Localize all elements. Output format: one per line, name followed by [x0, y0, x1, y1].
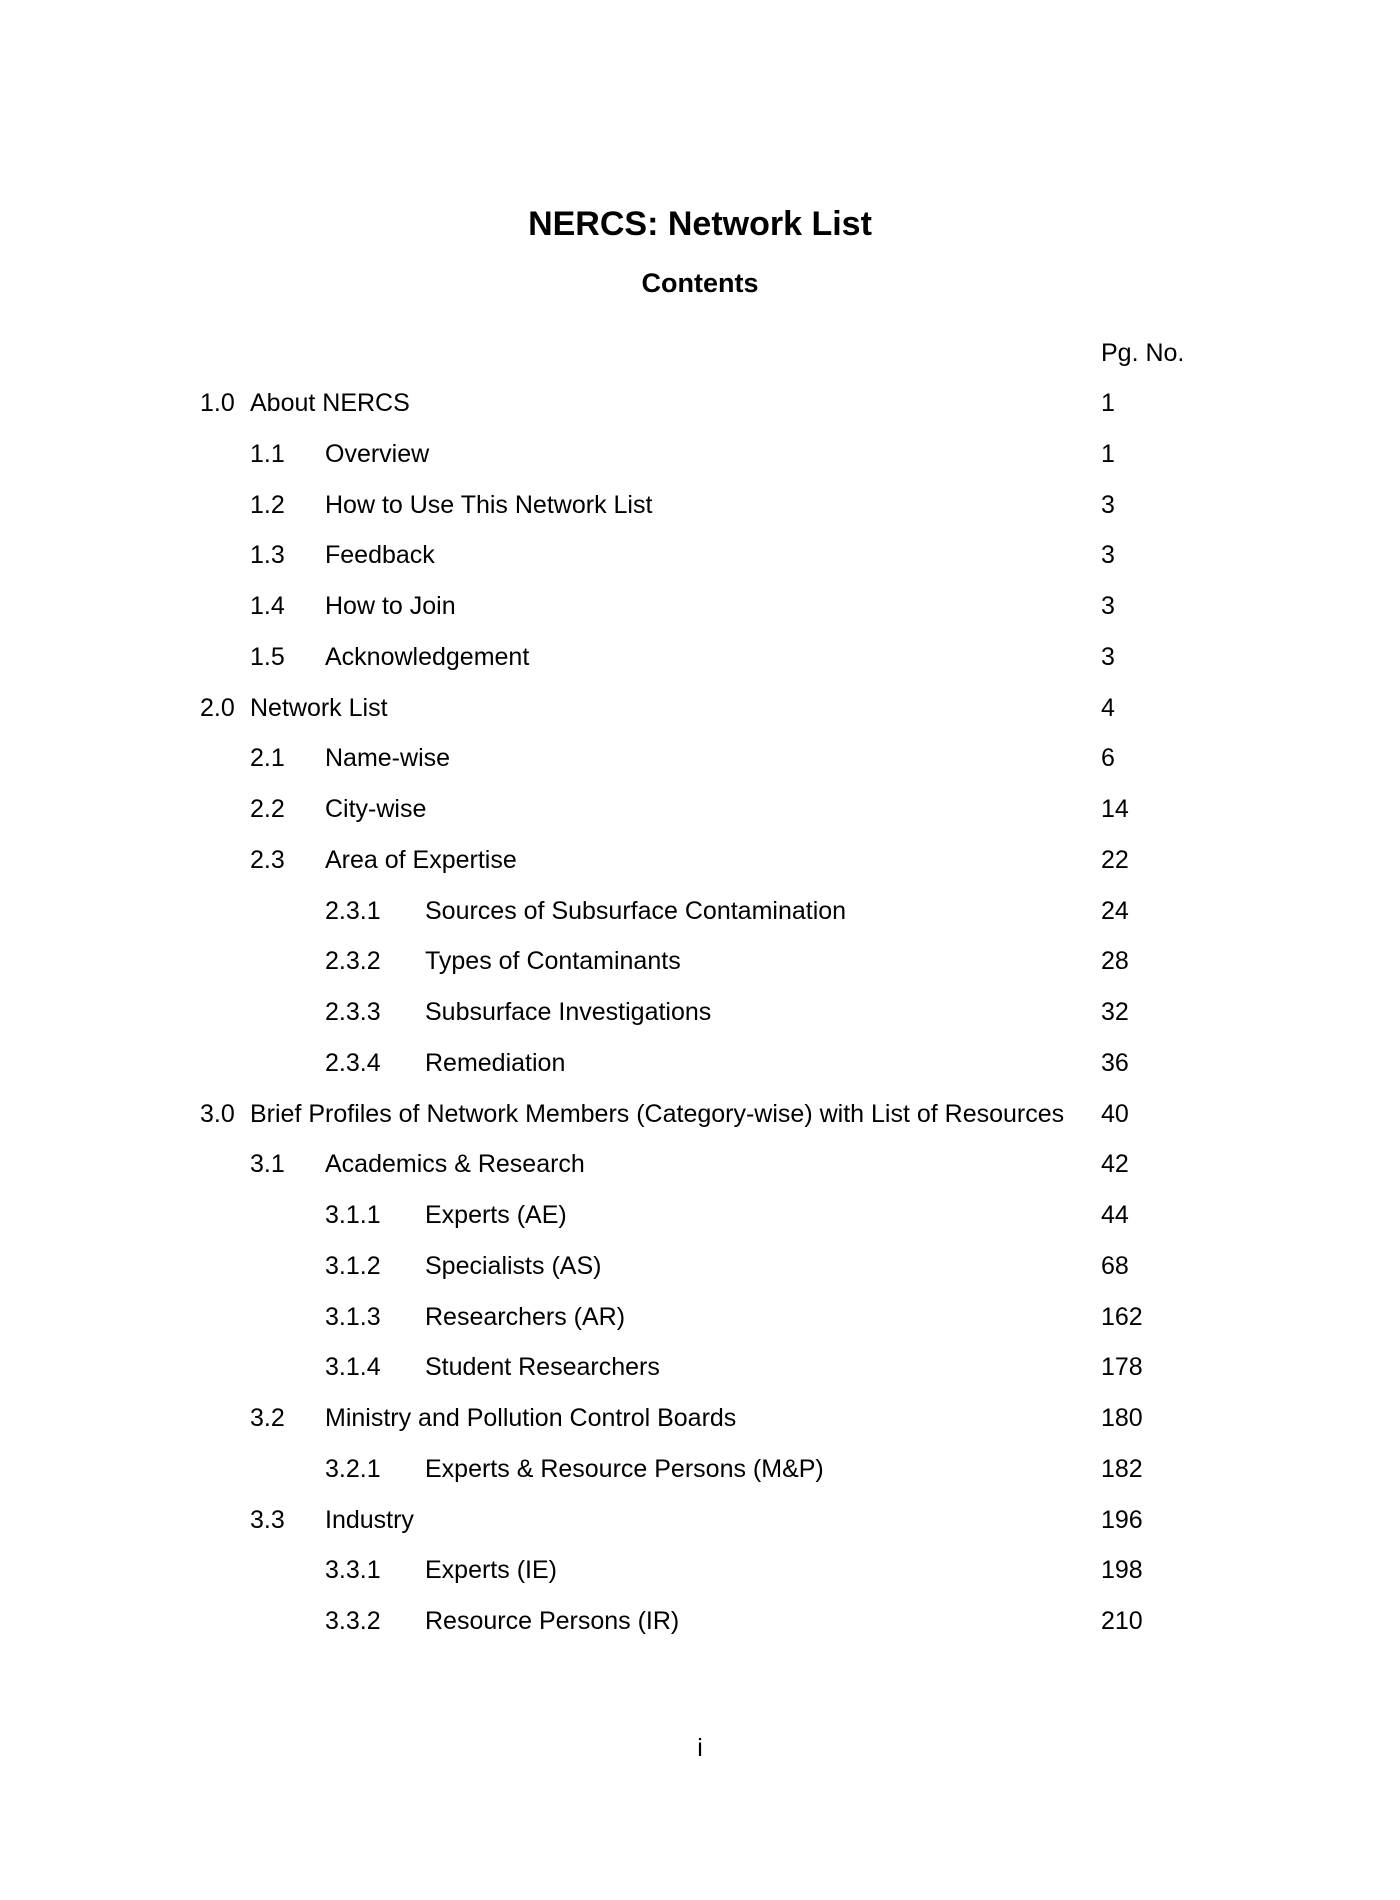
toc-entry[interactable] — [0, 1505, 1400, 1535]
toc-page-number: 40 — [1101, 1099, 1129, 1128]
toc-section-number: 1.2 — [250, 490, 285, 519]
toc-section-title: Researchers (AR) — [425, 1302, 626, 1331]
toc-section-number: 2.3 — [250, 845, 285, 874]
toc-section-title: Overview — [325, 439, 430, 468]
toc-section-title: Experts & Resource Persons (M&P) — [425, 1454, 824, 1483]
toc-section-number: 2.0 — [200, 693, 235, 722]
toc-page-number: 28 — [1101, 947, 1129, 976]
toc-section-title: Sources of Subsurface Contamination — [425, 896, 847, 925]
toc-page-number: 198 — [1101, 1556, 1143, 1585]
toc-page-number: 196 — [1101, 1505, 1143, 1534]
contents-heading: Contents — [641, 268, 759, 298]
toc-section-number: 2.3.2 — [325, 947, 381, 976]
toc-section-number: 2.3.3 — [325, 998, 381, 1026]
toc-section-number: 3.1.1 — [325, 1201, 381, 1229]
toc-entry[interactable] — [0, 1606, 1400, 1636]
toc-section-number: 3.1.3 — [325, 1302, 381, 1331]
toc-section-title: Brief Profiles of Network Members (Category-wise) with List of Resources — [250, 1099, 1065, 1128]
toc-entry[interactable] — [0, 1403, 1400, 1433]
toc-section-number: 3.1.4 — [325, 1353, 381, 1382]
toc-section-number: 3.1.2 — [325, 1251, 381, 1280]
toc-page-number: 162 — [1101, 1302, 1143, 1331]
toc-section-title: Resource Persons (IR) — [425, 1607, 680, 1635]
toc-page-number: 6 — [1101, 744, 1115, 773]
toc-entry[interactable] — [0, 439, 1400, 469]
toc-page-number: 32 — [1101, 998, 1129, 1026]
toc-section-title: Specialists (AS) — [425, 1251, 602, 1280]
toc-section-title: Name-wise — [325, 744, 451, 773]
toc-section-title: Academics & Research — [325, 1150, 585, 1179]
toc-section-title: How to Use This Network List — [325, 490, 653, 519]
toc-page-number: 22 — [1101, 845, 1129, 874]
toc-page-number: 3 — [1101, 592, 1115, 620]
toc-entry[interactable] — [0, 1454, 1400, 1484]
toc-section-title: Ministry and Pollution Control Boards — [325, 1404, 737, 1432]
toc-page-number: 36 — [1101, 1048, 1129, 1077]
page-footer-number: i — [697, 1734, 703, 1762]
toc-section-number: 3.2.1 — [325, 1454, 381, 1483]
toc-page-number: 68 — [1101, 1251, 1129, 1280]
toc-entry[interactable] — [0, 1555, 1400, 1585]
toc-section-title: Experts (AE) — [425, 1201, 567, 1229]
toc-entry[interactable] — [0, 1352, 1400, 1382]
toc-section-title: Network List — [250, 693, 388, 722]
toc-entry[interactable] — [0, 490, 1400, 520]
toc-section-title: Acknowledgement — [325, 642, 530, 671]
toc-page-number: 3 — [1101, 490, 1115, 519]
toc-section-number: 3.2 — [250, 1404, 285, 1432]
toc-section-number: 1.5 — [250, 642, 285, 671]
toc-section-title: Remediation — [425, 1048, 566, 1077]
toc-section-number: 3.3.1 — [325, 1556, 381, 1585]
toc-section-number: 3.0 — [200, 1099, 235, 1128]
toc-page-number: 3 — [1101, 642, 1115, 671]
toc-section-number: 3.3.2 — [325, 1607, 381, 1635]
toc-entry[interactable] — [0, 1099, 1400, 1129]
toc-page-number: 44 — [1101, 1201, 1129, 1229]
toc-section-title: Student Researchers — [425, 1353, 660, 1382]
toc-section-title: About NERCS — [250, 389, 410, 417]
toc-entry[interactable] — [0, 693, 1400, 723]
toc-page-number: 3 — [1101, 541, 1115, 570]
toc-section-title: Feedback — [325, 541, 435, 570]
toc-section-title: Area of Expertise — [325, 845, 517, 874]
toc-page-number: 210 — [1101, 1607, 1143, 1635]
toc-entry[interactable] — [0, 1251, 1400, 1281]
toc-section-title: Experts (IE) — [425, 1556, 557, 1585]
toc-section-number: 1.0 — [200, 389, 235, 417]
toc-section-number: 2.2 — [250, 795, 285, 823]
toc-section-number: 1.4 — [250, 592, 285, 620]
toc-entry[interactable] — [0, 845, 1400, 875]
toc-page-number: 182 — [1101, 1454, 1143, 1483]
toc-page-number: 178 — [1101, 1353, 1143, 1382]
toc-page-number: 4 — [1101, 693, 1115, 722]
document-title: NERCS: Network List — [528, 205, 872, 243]
toc-section-title: How to Join — [325, 592, 456, 620]
toc-page-number: 180 — [1101, 1404, 1143, 1432]
toc-page-number: 1 — [1101, 389, 1115, 417]
toc-page-number: 1 — [1101, 439, 1115, 468]
toc-section-title: Types of Contaminants — [425, 947, 681, 976]
toc-page-number: 14 — [1101, 795, 1129, 823]
toc-section-number: 1.1 — [250, 439, 285, 468]
toc-section-title: Subsurface Investigations — [425, 998, 712, 1026]
toc-entry[interactable] — [0, 794, 1400, 824]
toc-entry[interactable] — [0, 540, 1400, 570]
toc-section-number: 2.3.4 — [325, 1048, 381, 1077]
toc-page-number: 42 — [1101, 1150, 1129, 1179]
toc-entry[interactable] — [0, 1200, 1400, 1230]
toc-page-number: 24 — [1101, 896, 1129, 925]
toc-entry[interactable] — [0, 1048, 1400, 1078]
toc-entry[interactable] — [0, 997, 1400, 1027]
toc-entry[interactable] — [0, 1149, 1400, 1179]
toc-entry[interactable] — [0, 1302, 1400, 1332]
toc-entry[interactable] — [0, 388, 1400, 418]
page-number-column-header: Pg. No. — [1101, 339, 1185, 367]
toc-entry[interactable] — [0, 642, 1400, 672]
toc-section-number: 3.3 — [250, 1505, 285, 1534]
toc-entry[interactable] — [0, 946, 1400, 976]
toc-entry[interactable] — [0, 896, 1400, 926]
toc-entry[interactable] — [0, 591, 1400, 621]
toc-section-title: City-wise — [325, 795, 427, 823]
toc-section-number: 2.3.1 — [325, 896, 381, 925]
toc-entry[interactable] — [0, 743, 1400, 773]
toc-section-number: 1.3 — [250, 541, 285, 570]
toc-section-number: 3.1 — [250, 1150, 285, 1179]
toc-section-title: Industry — [325, 1505, 414, 1534]
toc-section-number: 2.1 — [250, 744, 285, 773]
